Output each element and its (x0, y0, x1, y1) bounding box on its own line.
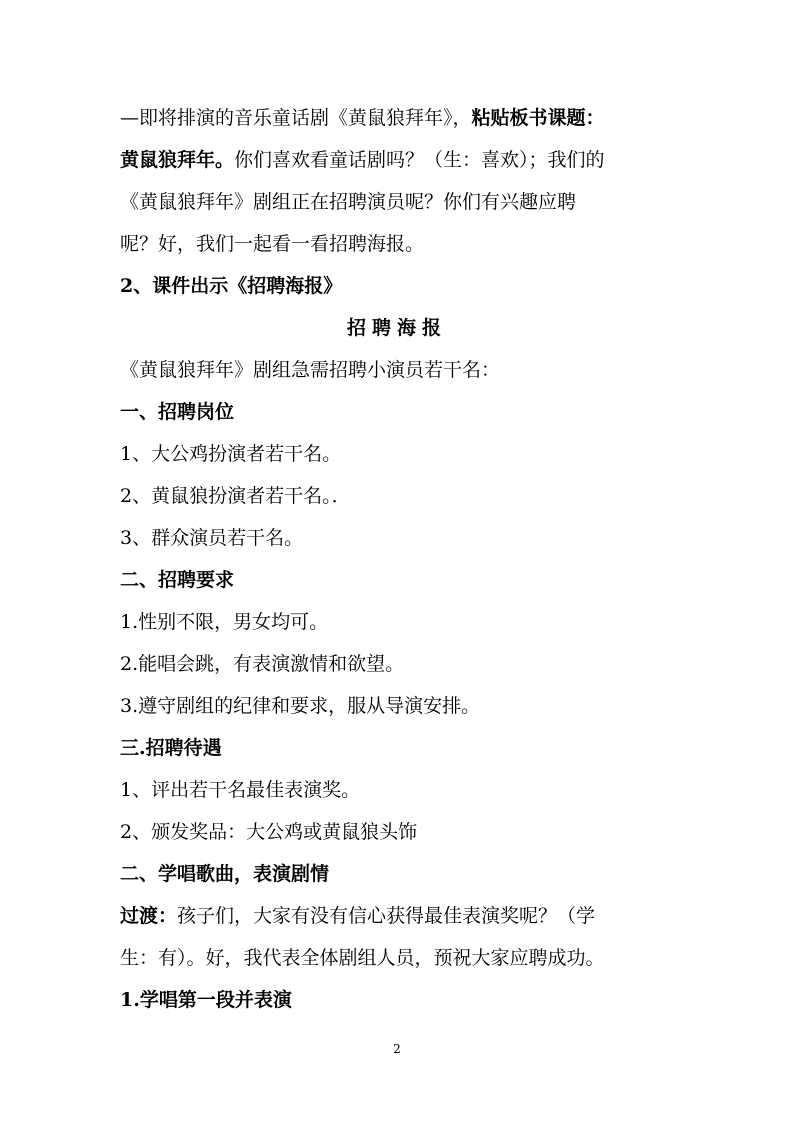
step2-heading: 2、课件出示《招聘海报》 (120, 275, 343, 297)
position-item: 3、群众演员若干名。 (120, 527, 304, 549)
benefit-item: 1、评出若干名最佳表演奖。 (120, 779, 361, 801)
transition-line-1-text: 孩子们，大家有没有信心获得最佳表演奖呢？（学 (177, 905, 596, 927)
requirement-item: 1.性别不限，男女均可。 (120, 611, 329, 633)
transition-label: 过渡： (120, 905, 178, 927)
section-requirements-heading: 二、招聘要求 (120, 569, 235, 591)
position-item: 2、黄鼠狼扮演者若干名。． (120, 485, 351, 507)
intro-line-2-text: 你们喜欢看童话剧吗？（生：喜欢）；我们的 (234, 149, 605, 171)
position-item: 1、大公鸡扮演者若干名。 (120, 443, 342, 465)
poster-title: 招聘海报 (346, 317, 447, 339)
poster-intro: 《黄鼠狼拜年》剧组急需招聘小演员若干名： (120, 359, 501, 381)
requirement-item: 3.遵守剧组的纪律和要求，服从导演安排。 (120, 695, 481, 717)
section-benefits-heading: 三.招聘待遇 (120, 737, 222, 759)
requirement-item: 2.能唱会跳，有表演激情和欲望。 (120, 653, 405, 675)
intro-line-4: 呢？好，我们一起看一看招聘海报。 (120, 233, 425, 255)
intro-line-3: 《黄鼠狼拜年》剧组正在招聘演员呢？你们有兴趣应聘 (120, 191, 577, 213)
transition-line-2: 生：有）。好，我代表全体剧组人员，预祝大家应聘成功。 (120, 947, 605, 969)
intro-line-2 (120, 148, 680, 172)
intro-line-2-bold: 黄鼠狼拜年。 (120, 149, 235, 171)
transition-line-1 (120, 904, 680, 928)
intro-line-1 (120, 106, 680, 130)
benefit-item: 2、颁发奖品：大公鸡或黄鼠狼头饰 (120, 821, 418, 843)
part2-heading: 二、学唱歌曲，表演剧情 (120, 863, 330, 885)
intro-line-1-text: —即将排演的音乐童话剧《黄鼠狼拜年》， (120, 107, 472, 129)
page-number: 2 (393, 1042, 401, 1056)
section-positions-heading: 一、招聘岗位 (120, 401, 235, 423)
step1-heading: 1.学唱第一段并表演 (120, 989, 292, 1011)
intro-line-1-bold: 粘贴板书课题： (471, 107, 605, 129)
